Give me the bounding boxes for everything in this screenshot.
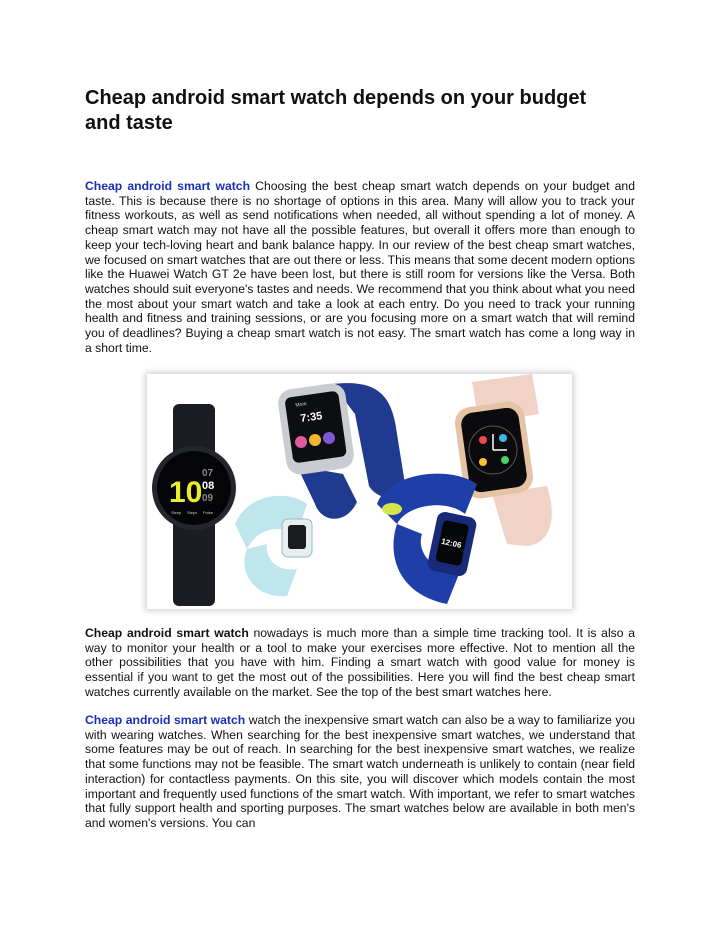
- lead-link[interactable]: Cheap android smart watch: [85, 179, 251, 193]
- watch1-min1: 07: [202, 468, 214, 479]
- blue-fitness-band: [377, 474, 478, 604]
- watch2-status: Mom: [295, 401, 307, 409]
- paragraph-second: [85, 626, 635, 700]
- black-round-watch: [152, 404, 236, 606]
- watch1-hour: 10: [169, 476, 203, 509]
- watch2-time: 7:35: [299, 410, 324, 426]
- watch1-min2: 08: [202, 480, 215, 492]
- paragraph-third: [85, 713, 635, 831]
- mint-kids-tracker: [235, 496, 312, 596]
- paragraph-body: watch the inexpensive smart watch can also be a way to familiarize you with wearing watches. When searching for the best inexpensive smart watches, we understand that some features may be out of reach. In searching for the best inexpensive smart watches, we realize that some functions may not be feasible. The smart watch underneath is unlikely to contain (near field interaction) for contactless payments. On this site, you will discover which models contain the most important and frequently used functions of the smart watch. With important, we refer to smart watches that fully support health and sporting purposes. The smart watches below are available in both men's and women's versions. You can: [85, 713, 635, 830]
- paragraph-intro: [85, 179, 635, 355]
- lead-bold-text: Cheap android smart watch: [85, 626, 249, 640]
- smartwatch-collage-image: [147, 374, 572, 609]
- paragraph-body: Choosing the best cheap smart watch depends on your budget and taste. This is because there is no shortage of options in this area. Many will allow you to track your fitness workouts, as well as send notifications when needed, all without spending a lot of money. A cheap smart watch may not have all the possible features, but overall it offers more than enough to keep your tech-loving heart and bank balance happy. In our review of the best cheap smart watches, we focused on smart watches that are out there or less. This means that some decent modern options like the Huawei Watch GT 2e have been lost, but there is still room for versions like the Versa. Both watches should suit everyone's tastes and needs. We recommend that you think about what you need the most about your smart watch and take a look at each entry. Do you need to track your running health and fitness and training sessions, or are you focusing more on a smart watch that will remind you of deadlines? Buying a cheap smart watch is not easy. The smart watch has come a long way in a short time.: [85, 179, 635, 355]
- lead-link[interactable]: Cheap android smart watch: [85, 713, 246, 727]
- watch1-label-sleep: Sleep: [171, 510, 182, 515]
- page-title: Cheap android smart watch depends on your budget and taste: [85, 87, 587, 134]
- watch1-label-steps: Steps: [187, 510, 198, 515]
- watch1-label-pulse: Pulse: [203, 510, 214, 515]
- paragraph-body: nowadays is much more than a simple time tracking tool. It is also a way to monitor your health or a tool to make your exercises more effective. Not to mention all the other possibilities that you have with him. Finding a smart watch with good value for money is essential if you want to get the most out of the possibilities. Here you will find the best cheap smart watches currently available on the market. See the top of the best smart watches here.: [85, 626, 635, 699]
- watch3-time: 12:06: [440, 536, 463, 550]
- watch1-min3: 09: [202, 493, 214, 504]
- watches-illustration: [147, 374, 572, 609]
